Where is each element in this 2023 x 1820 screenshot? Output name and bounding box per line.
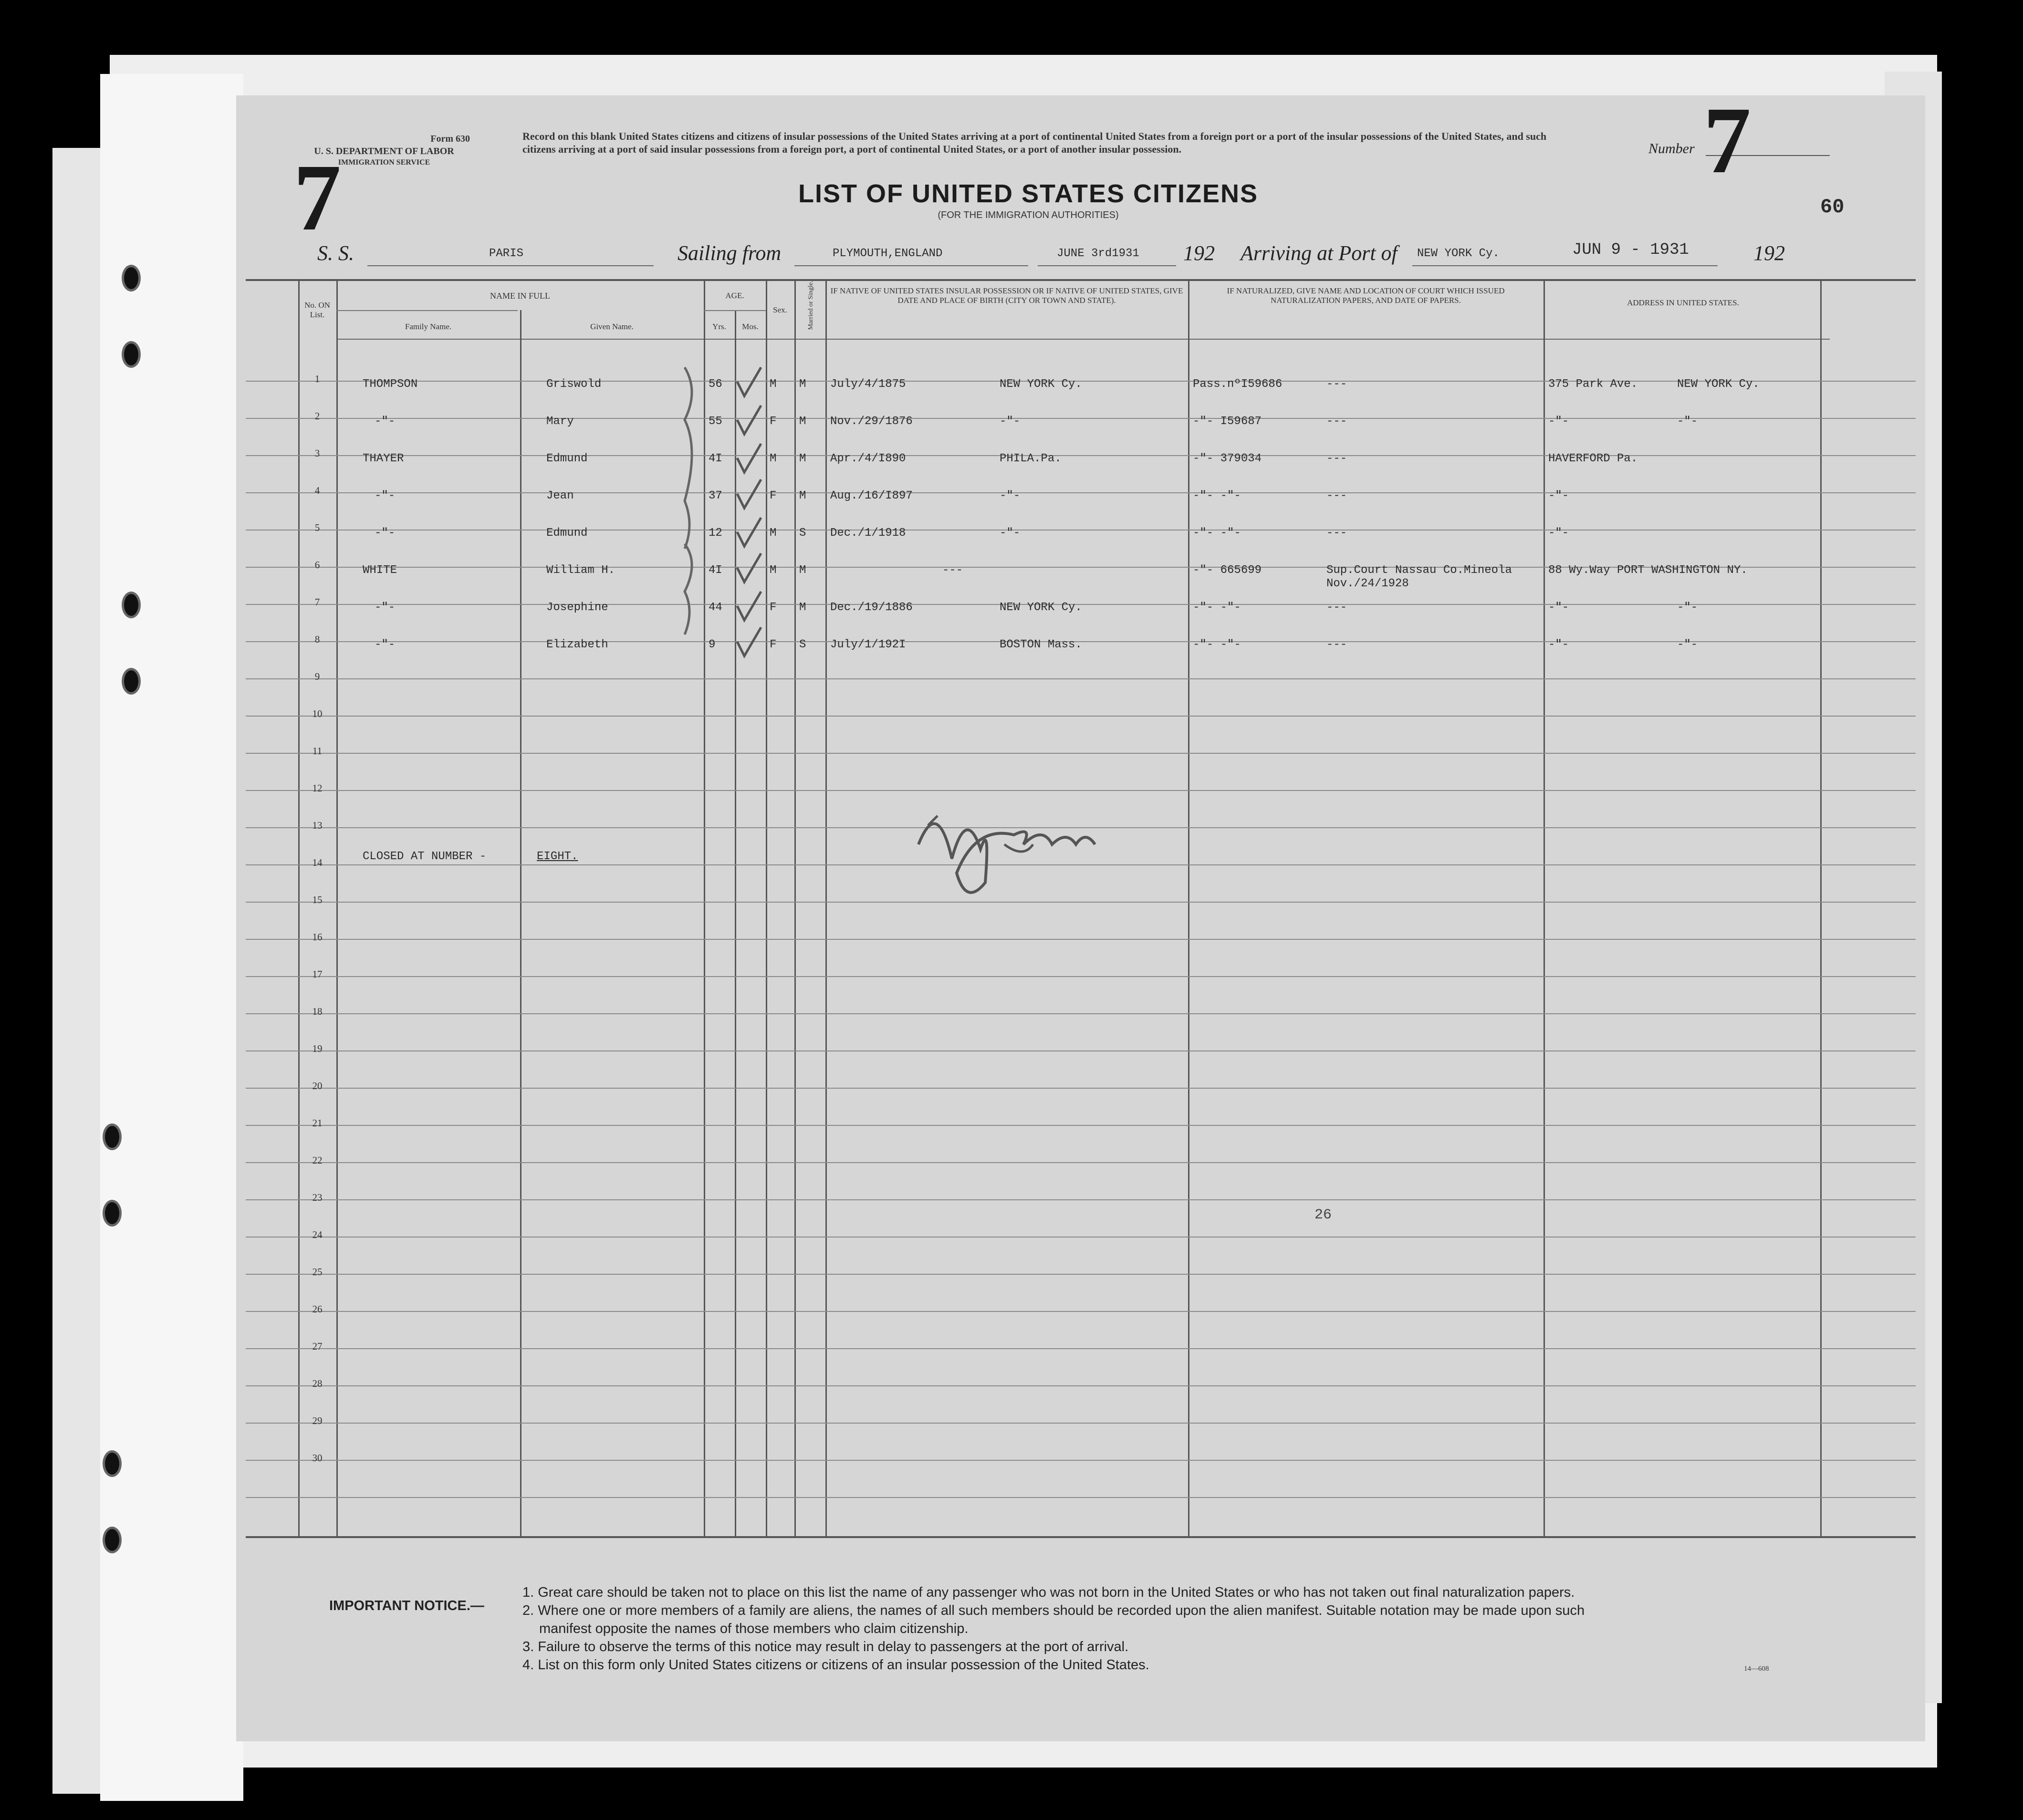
punch-hole xyxy=(122,592,141,618)
age-years-cell: 4I xyxy=(709,452,722,465)
row-number: 29 xyxy=(312,1415,323,1426)
family-name-cell: -"- xyxy=(375,601,396,614)
column-divider xyxy=(794,279,796,1536)
column-divider xyxy=(825,279,827,1536)
naturalization-court-cell: --- xyxy=(1326,638,1347,651)
row-number: 30 xyxy=(312,1452,323,1464)
address-city-cell: NEW YORK Cy. xyxy=(1677,378,1760,391)
notice-item-3: 3. Failure to observe the terms of this notice may result in delay to passengers at the port of arrival. xyxy=(522,1639,1129,1654)
birth-place-cell: -"- xyxy=(1000,489,1021,502)
department-name: U. S. DEPARTMENT OF LABOR xyxy=(314,146,454,156)
inspector-signature xyxy=(909,701,1109,902)
row-rule xyxy=(246,1162,1916,1163)
header-family-name: Family Name. xyxy=(405,322,452,331)
row-number: 2 xyxy=(314,410,320,422)
row-number: 20 xyxy=(312,1080,323,1092)
address-street-cell: -"- xyxy=(1548,527,1569,540)
ship-underline xyxy=(367,265,654,266)
naturalization-paper-cell: Pass.nºI59686 xyxy=(1193,378,1283,391)
column-divider xyxy=(1543,279,1545,1536)
row-rule xyxy=(246,1050,1916,1051)
row-rule xyxy=(246,939,1916,940)
arrival-stamp: JUN 9 - 1931 xyxy=(1572,241,1689,259)
row-number: 14 xyxy=(312,857,323,868)
row-number: 9 xyxy=(314,671,320,682)
row-rule xyxy=(246,492,1916,493)
given-name-cell: Edmund xyxy=(546,527,588,540)
address-street-cell: -"- xyxy=(1548,489,1569,502)
naturalization-court-cell: Sup.Court Nassau Co.Mineola xyxy=(1326,564,1512,577)
header-married-single: Married or Single. xyxy=(807,281,814,330)
birth-date-cell: Dec./19/1886 xyxy=(830,601,913,614)
naturalization-court-cell: --- xyxy=(1326,489,1347,502)
naturalization-court-cell: --- xyxy=(1326,452,1347,465)
family-name-cell: -"- xyxy=(375,415,396,428)
sex-cell: M xyxy=(770,527,777,540)
column-divider xyxy=(1188,279,1189,1536)
closed-at-label: CLOSED AT NUMBER - xyxy=(363,850,487,863)
given-name-cell: Josephine xyxy=(546,601,608,614)
corner-number: 60 xyxy=(1820,196,1845,218)
age-years-cell: 55 xyxy=(709,415,722,428)
column-divider xyxy=(336,279,338,1536)
stray-mark: 26 xyxy=(1314,1207,1332,1223)
row-rule xyxy=(246,1237,1916,1238)
row-rule xyxy=(246,902,1916,903)
given-name-cell: Griswold xyxy=(546,378,602,391)
birth-place-cell: NEW YORK Cy. xyxy=(1000,378,1082,391)
header-naturalization: IF NATURALIZED, GIVE NAME AND LOCATION OF COURT WHICH ISSUED NATURALIZATION PAPERS, AND DATE OF PAPERS. xyxy=(1227,286,1505,305)
sailing-port: PLYMOUTH,ENGLAND xyxy=(833,247,943,260)
row-number: 10 xyxy=(312,708,323,719)
age-subheader-line xyxy=(704,310,766,311)
row-rule xyxy=(246,1274,1916,1275)
family-name-cell: WHITE xyxy=(363,564,397,577)
age-years-cell: 9 xyxy=(709,638,716,651)
row-number: 22 xyxy=(312,1154,323,1166)
birth-date-cell: July/4/1875 xyxy=(830,378,906,391)
marital-status-cell: M xyxy=(799,415,806,428)
birth-date-cell: Dec./1/1918 xyxy=(830,527,906,540)
row-number: 16 xyxy=(312,931,323,943)
row-number: 15 xyxy=(312,894,323,905)
birth-place-cell: -"- xyxy=(1000,527,1021,540)
address-street-cell: -"- xyxy=(1548,638,1569,651)
row-rule xyxy=(246,976,1916,977)
birth-date-cell: Aug./16/I897 xyxy=(830,489,913,502)
given-name-cell: Elizabeth xyxy=(546,638,608,651)
header-months: Mos. xyxy=(742,322,759,331)
naturalization-paper-cell: -"- I59687 xyxy=(1193,415,1262,428)
row-number: 25 xyxy=(312,1266,323,1278)
row-number: 3 xyxy=(314,447,320,459)
naturalization-paper-cell: -"- -"- xyxy=(1193,527,1241,540)
family-name-cell: -"- xyxy=(375,527,396,540)
form-number: Form 630 xyxy=(430,134,470,144)
date-underline xyxy=(1038,265,1176,266)
notice-item-2b: manifest opposite the names of those members who claim citizenship. xyxy=(539,1621,969,1636)
given-name-cell: Mary xyxy=(546,415,574,428)
page-title: LIST OF UNITED STATES CITIZENS xyxy=(798,179,1258,208)
sex-cell: M xyxy=(770,564,777,577)
punch-hole xyxy=(122,265,141,291)
birth-place-cell: NEW YORK Cy. xyxy=(1000,601,1082,614)
row-number: 18 xyxy=(312,1006,323,1017)
sailing-date: JUNE 3rd1931 xyxy=(1057,247,1139,260)
row-number: 1 xyxy=(314,373,320,385)
punch-hole xyxy=(103,1123,122,1150)
family-name-cell: THAYER xyxy=(363,452,404,465)
naturalization-court-cell: --- xyxy=(1326,415,1347,428)
punch-hole xyxy=(103,1450,122,1477)
birth-place-cell: PHILA.Pa. xyxy=(1000,452,1062,465)
ss-label: S. S. xyxy=(317,241,354,265)
sex-cell: F xyxy=(770,601,777,614)
row-number: 13 xyxy=(312,820,323,831)
age-years-cell: 56 xyxy=(709,378,722,391)
header-no-on-list: No. ON List. xyxy=(304,301,330,319)
column-divider xyxy=(1820,279,1822,1536)
family-name-cell: THOMPSON xyxy=(363,378,418,391)
naturalization-paper-cell: -"- -"- xyxy=(1193,601,1241,614)
row-number: 23 xyxy=(312,1192,323,1203)
row-rule xyxy=(246,455,1916,456)
row-rule xyxy=(246,1125,1916,1126)
header-given-name: Given Name. xyxy=(590,322,634,331)
address-street-cell: 88 Wy.Way PORT WASHINGTON NY. xyxy=(1548,564,1748,577)
address-street-cell: HAVERFORD Pa. xyxy=(1548,452,1638,465)
header-name-in-full: NAME IN FULL xyxy=(490,291,550,301)
row-number: 4 xyxy=(314,485,320,496)
naturalization-court-cell: --- xyxy=(1326,378,1347,391)
birth-place-cell: -"- xyxy=(1000,415,1021,428)
row-number: 8 xyxy=(314,634,320,645)
header-years: Yrs. xyxy=(712,322,726,331)
naturalization-paper-cell: -"- 665699 xyxy=(1193,564,1262,577)
naturalization-court-cell: --- xyxy=(1326,601,1347,614)
row-rule xyxy=(246,1460,1916,1461)
row-rule xyxy=(246,1385,1916,1386)
closed-at-value: EIGHT. xyxy=(537,850,578,863)
given-name-cell: Edmund xyxy=(546,452,588,465)
punch-hole xyxy=(122,668,141,695)
list-number-left: 7 xyxy=(293,145,341,250)
form-instructions: Record on this blank United States citizens and citizens of insular possessions of the United States arriving at a port of continental United States from a foreign port or a port of the insular possessions of the United States, and such citizens arriving at a port of said insular possessions from a foreign port, a port of continental United States, or a port of another insular possession. xyxy=(522,130,1547,155)
marital-status-cell: M xyxy=(799,489,806,502)
sex-cell: F xyxy=(770,489,777,502)
ship-name: PARIS xyxy=(489,247,524,260)
row-rule xyxy=(246,1199,1916,1200)
age-years-cell: 12 xyxy=(709,527,722,540)
address-city-cell: -"- xyxy=(1677,638,1698,651)
service-name: IMMIGRATION SERVICE xyxy=(338,158,430,166)
row-rule xyxy=(246,678,1916,679)
row-rule xyxy=(246,1423,1916,1424)
table-top-border xyxy=(246,279,1916,281)
header-age: AGE. xyxy=(725,291,744,300)
row-rule xyxy=(246,418,1916,419)
row-number: 28 xyxy=(312,1378,323,1389)
name-subheader-line xyxy=(336,310,518,311)
marital-status-cell: S xyxy=(799,527,806,540)
header-address: ADDRESS IN UNITED STATES. xyxy=(1627,298,1739,307)
year-suffix-1: 192 xyxy=(1183,241,1215,265)
row-rule xyxy=(246,1497,1916,1498)
birth-date-cell: July/1/192I xyxy=(830,638,906,651)
row-number: 21 xyxy=(312,1117,323,1129)
punch-hole xyxy=(103,1200,122,1227)
address-city-cell: -"- xyxy=(1677,415,1698,428)
row-number: 17 xyxy=(312,968,323,980)
naturalization-paper-cell: -"- -"- xyxy=(1193,638,1241,651)
birth-date-cell: Nov./29/1876 xyxy=(830,415,913,428)
row-number: 11 xyxy=(312,745,323,757)
given-name-cell: William H. xyxy=(546,564,615,577)
punch-hole xyxy=(122,341,141,368)
sex-cell: M xyxy=(770,378,777,391)
marital-status-cell: M xyxy=(799,378,806,391)
row-number: 19 xyxy=(312,1043,323,1054)
notice-label: IMPORTANT NOTICE.— xyxy=(329,1598,484,1613)
list-number-right: 7 xyxy=(1703,88,1751,193)
column-divider xyxy=(520,310,521,1536)
binding-strip xyxy=(100,74,243,1801)
number-label: Number xyxy=(1648,141,1695,156)
notice-item-4: 4. List on this form only United States citizens or citizens of an insular possession of the United States. xyxy=(522,1657,1149,1673)
marital-status-cell: S xyxy=(799,638,806,651)
arrival-port: NEW YORK Cy. xyxy=(1417,247,1500,260)
notice-item-2: 2. Where one or more members of a family are aliens, the names of all such members should be recorded upon the alien manifest. Suitable notation may be made upon such xyxy=(522,1603,1585,1618)
age-years-cell: 4I xyxy=(709,564,722,577)
family-name-cell: -"- xyxy=(375,489,396,502)
row-rule xyxy=(246,1013,1916,1014)
birth-place-cell: BOSTON Mass. xyxy=(1000,638,1082,651)
sailing-label: Sailing from xyxy=(678,241,782,265)
age-years-cell: 44 xyxy=(709,601,722,614)
family-name-cell: -"- xyxy=(375,638,396,651)
row-number: 24 xyxy=(312,1229,323,1240)
row-number: 7 xyxy=(314,596,320,608)
header-native-birth: IF NATIVE OF UNITED STATES INSULAR POSSESSION OR IF NATIVE OF UNITED STATES, GIVE DATE AND PLACE OF BIRTH (CITY OR TOWN AND STATE). xyxy=(830,286,1183,305)
age-years-cell: 37 xyxy=(709,489,722,502)
sex-cell: F xyxy=(770,415,777,428)
row-number: 26 xyxy=(312,1303,323,1315)
sex-cell: M xyxy=(770,452,777,465)
row-number: 27 xyxy=(312,1341,323,1352)
given-name-cell: Jean xyxy=(546,489,574,502)
arrival-underline xyxy=(1412,265,1718,266)
address-street-cell: -"- xyxy=(1548,601,1569,614)
row-rule xyxy=(246,1311,1916,1312)
year-suffix-2: 192 xyxy=(1753,241,1785,265)
page-subtitle: (FOR THE IMMIGRATION AUTHORITIES) xyxy=(938,210,1119,220)
address-city-cell: -"- xyxy=(1677,601,1698,614)
naturalization-court-cell: --- xyxy=(1326,527,1347,540)
address-street-cell: -"- xyxy=(1548,415,1569,428)
header-sex: Sex. xyxy=(773,305,787,314)
row-number: 5 xyxy=(314,522,320,533)
header-divider xyxy=(336,339,1830,340)
punch-hole xyxy=(103,1527,122,1553)
sailing-underline xyxy=(794,265,1028,266)
address-street-cell: 375 Park Ave. xyxy=(1548,378,1638,391)
citizen-list-form xyxy=(236,88,1925,1741)
check-marks xyxy=(666,363,790,668)
naturalization-paper-cell: -"- -"- xyxy=(1193,489,1241,502)
row-number: 6 xyxy=(314,559,320,571)
marital-status-cell: M xyxy=(799,564,806,577)
marital-status-cell: M xyxy=(799,452,806,465)
row-rule xyxy=(246,1088,1916,1089)
form-code: 14—608 xyxy=(1744,1665,1769,1673)
birth-date-cell: Apr./4/I890 xyxy=(830,452,906,465)
birth-date-cell: --- xyxy=(942,564,963,577)
naturalization-paper-cell: -"- 379034 xyxy=(1193,452,1262,465)
notice-item-1: 1. Great care should be taken not to place on this list the name of any passenger who was not born in the United States or who has not taken out final naturalization papers. xyxy=(522,1585,1575,1600)
arriving-label: Arriving at Port of xyxy=(1241,241,1397,265)
naturalization-date-cell: Nov./24/1928 xyxy=(1326,577,1409,590)
sex-cell: F xyxy=(770,638,777,651)
table-bottom-border xyxy=(246,1536,1916,1538)
row-rule xyxy=(246,1348,1916,1349)
marital-status-cell: M xyxy=(799,601,806,614)
row-number: 12 xyxy=(312,782,323,794)
